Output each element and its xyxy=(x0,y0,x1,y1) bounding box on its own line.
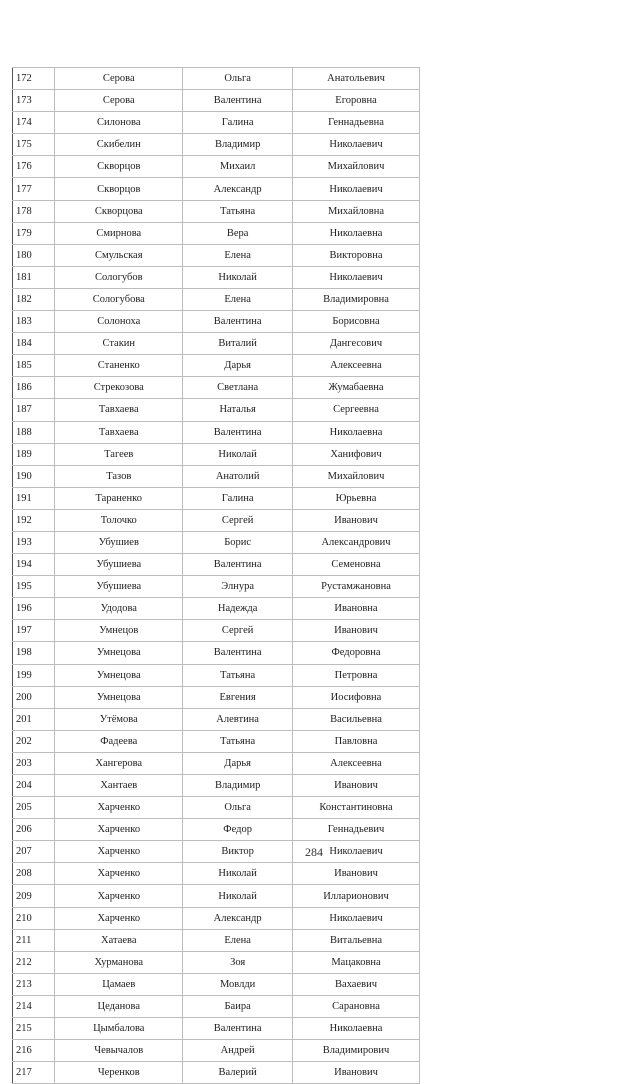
name-list-table xyxy=(12,67,420,1084)
last-name-cell: Фадеева xyxy=(55,730,183,752)
patronymic-cell: Николаевич xyxy=(293,134,420,156)
patronymic-cell: Иванович xyxy=(293,775,420,797)
last-name-cell: Скворцова xyxy=(55,200,183,222)
first-name-cell: Элнура xyxy=(183,576,293,598)
first-name-cell: Михаил xyxy=(183,156,293,178)
last-name-cell: Умнецов xyxy=(55,620,183,642)
row-number-cell: 176 xyxy=(13,156,55,178)
table-row xyxy=(13,620,420,642)
patronymic-cell: Дангесович xyxy=(293,333,420,355)
row-number-cell: 182 xyxy=(13,288,55,310)
row-number-cell: 204 xyxy=(13,775,55,797)
last-name-cell: Харченко xyxy=(55,863,183,885)
last-name-cell: Убушиев xyxy=(55,531,183,553)
row-number-cell: 212 xyxy=(13,951,55,973)
table-row xyxy=(13,554,420,576)
row-number-cell: 173 xyxy=(13,90,55,112)
patronymic-cell: Борисовна xyxy=(293,311,420,333)
table-row xyxy=(13,68,420,90)
first-name-cell: Борис xyxy=(183,531,293,553)
table-row xyxy=(13,421,420,443)
last-name-cell: Харченко xyxy=(55,885,183,907)
patronymic-cell: Михайлович xyxy=(293,465,420,487)
row-number-cell: 192 xyxy=(13,509,55,531)
row-number-cell: 207 xyxy=(13,841,55,863)
patronymic-cell: Сергеевна xyxy=(293,399,420,421)
patronymic-cell: Витальевна xyxy=(293,929,420,951)
row-number-cell: 215 xyxy=(13,1018,55,1040)
first-name-cell: Мовлди xyxy=(183,973,293,995)
patronymic-cell: Геннадьевич xyxy=(293,819,420,841)
first-name-cell: Александр xyxy=(183,178,293,200)
table-row xyxy=(13,973,420,995)
patronymic-cell: Николаевна xyxy=(293,1018,420,1040)
table-row xyxy=(13,377,420,399)
row-number-cell: 183 xyxy=(13,311,55,333)
row-number-cell: 190 xyxy=(13,465,55,487)
patronymic-cell: Павловна xyxy=(293,730,420,752)
table-row xyxy=(13,686,420,708)
first-name-cell: Ольга xyxy=(183,68,293,90)
patronymic-cell: Николаевна xyxy=(293,421,420,443)
first-name-cell: Татьяна xyxy=(183,730,293,752)
first-name-cell: Татьяна xyxy=(183,200,293,222)
row-number-cell: 211 xyxy=(13,929,55,951)
table-row xyxy=(13,90,420,112)
patronymic-cell: Анатольевич xyxy=(293,68,420,90)
last-name-cell: Цымбалова xyxy=(55,1018,183,1040)
patronymic-cell: Рустамжановна xyxy=(293,576,420,598)
last-name-cell: Хантаев xyxy=(55,775,183,797)
table-row xyxy=(13,112,420,134)
table-row xyxy=(13,134,420,156)
patronymic-cell: Семеновна xyxy=(293,554,420,576)
last-name-cell: Хурманова xyxy=(55,951,183,973)
last-name-cell: Тавхаева xyxy=(55,399,183,421)
patronymic-cell: Иосифовна xyxy=(293,686,420,708)
patronymic-cell: Иванович xyxy=(293,1062,420,1084)
table-row xyxy=(13,1018,420,1040)
first-name-cell: Валентина xyxy=(183,1018,293,1040)
first-name-cell: Вера xyxy=(183,222,293,244)
first-name-cell: Елена xyxy=(183,288,293,310)
table-row xyxy=(13,664,420,686)
table-row xyxy=(13,730,420,752)
last-name-cell: Тараненко xyxy=(55,487,183,509)
table-row xyxy=(13,951,420,973)
table-row xyxy=(13,775,420,797)
patronymic-cell: Николаевич xyxy=(293,841,420,863)
row-number-cell: 216 xyxy=(13,1040,55,1062)
table-row xyxy=(13,929,420,951)
last-name-cell: Чевычалов xyxy=(55,1040,183,1062)
row-number-cell: 178 xyxy=(13,200,55,222)
row-number-cell: 184 xyxy=(13,333,55,355)
first-name-cell: Ольга xyxy=(183,797,293,819)
table-row xyxy=(13,178,420,200)
row-number-cell: 175 xyxy=(13,134,55,156)
table-row xyxy=(13,311,420,333)
first-name-cell: Николай xyxy=(183,266,293,288)
row-number-cell: 197 xyxy=(13,620,55,642)
table-row xyxy=(13,465,420,487)
row-number-cell: 206 xyxy=(13,819,55,841)
first-name-cell: Федор xyxy=(183,819,293,841)
table-row xyxy=(13,841,420,863)
patronymic-cell: Викторовна xyxy=(293,244,420,266)
first-name-cell: Надежда xyxy=(183,598,293,620)
table-row xyxy=(13,995,420,1017)
row-number-cell: 199 xyxy=(13,664,55,686)
page-number: 284 xyxy=(305,845,323,859)
row-number-cell: 205 xyxy=(13,797,55,819)
last-name-cell: Черенков xyxy=(55,1062,183,1084)
row-number-cell: 193 xyxy=(13,531,55,553)
first-name-cell: Анатолий xyxy=(183,465,293,487)
table-row xyxy=(13,708,420,730)
first-name-cell: Зоя xyxy=(183,951,293,973)
patronymic-cell: Владимирович xyxy=(293,1040,420,1062)
first-name-cell: Галина xyxy=(183,112,293,134)
row-number-cell: 189 xyxy=(13,443,55,465)
last-name-cell: Скибелин xyxy=(55,134,183,156)
first-name-cell: Светлана xyxy=(183,377,293,399)
row-number-cell: 180 xyxy=(13,244,55,266)
row-number-cell: 181 xyxy=(13,266,55,288)
row-number-cell: 198 xyxy=(13,642,55,664)
table-row xyxy=(13,244,420,266)
table-row xyxy=(13,156,420,178)
table-row xyxy=(13,399,420,421)
patronymic-cell: Иванович xyxy=(293,620,420,642)
last-name-cell: Харченко xyxy=(55,907,183,929)
patronymic-cell: Константиновна xyxy=(293,797,420,819)
row-number-cell: 196 xyxy=(13,598,55,620)
table-body xyxy=(13,68,420,1084)
first-name-cell: Елена xyxy=(183,244,293,266)
patronymic-cell: Васильевна xyxy=(293,708,420,730)
table-row xyxy=(13,531,420,553)
last-name-cell: Убушиева xyxy=(55,554,183,576)
table-row xyxy=(13,576,420,598)
last-name-cell: Серова xyxy=(55,68,183,90)
table-row xyxy=(13,333,420,355)
row-number-cell: 217 xyxy=(13,1062,55,1084)
row-number-cell: 179 xyxy=(13,222,55,244)
first-name-cell: Валерий xyxy=(183,1062,293,1084)
patronymic-cell: Михайлович xyxy=(293,156,420,178)
patronymic-cell: Николаевич xyxy=(293,178,420,200)
first-name-cell: Андрей xyxy=(183,1040,293,1062)
patronymic-cell: Николаевна xyxy=(293,222,420,244)
row-number-cell: 177 xyxy=(13,178,55,200)
patronymic-cell: Алексеевна xyxy=(293,355,420,377)
table-row xyxy=(13,509,420,531)
patronymic-cell: Егоровна xyxy=(293,90,420,112)
last-name-cell: Харченко xyxy=(55,819,183,841)
last-name-cell: Убушиева xyxy=(55,576,183,598)
row-number-cell: 172 xyxy=(13,68,55,90)
table-row xyxy=(13,200,420,222)
last-name-cell: Стакин xyxy=(55,333,183,355)
patronymic-cell: Михайловна xyxy=(293,200,420,222)
last-name-cell: Харченко xyxy=(55,841,183,863)
last-name-cell: Толочко xyxy=(55,509,183,531)
last-name-cell: Серова xyxy=(55,90,183,112)
first-name-cell: Алевтина xyxy=(183,708,293,730)
patronymic-cell: Ивановна xyxy=(293,598,420,620)
patronymic-cell: Иванович xyxy=(293,863,420,885)
patronymic-cell: Александрович xyxy=(293,531,420,553)
last-name-cell: Станенко xyxy=(55,355,183,377)
first-name-cell: Николай xyxy=(183,443,293,465)
last-name-cell: Смульская xyxy=(55,244,183,266)
table-row xyxy=(13,797,420,819)
last-name-cell: Утёмова xyxy=(55,708,183,730)
row-number-cell: 203 xyxy=(13,752,55,774)
patronymic-cell: Николаевич xyxy=(293,266,420,288)
patronymic-cell: Жумабаевна xyxy=(293,377,420,399)
last-name-cell: Тазов xyxy=(55,465,183,487)
row-number-cell: 174 xyxy=(13,112,55,134)
first-name-cell: Виктор xyxy=(183,841,293,863)
row-number-cell: 187 xyxy=(13,399,55,421)
first-name-cell: Елена xyxy=(183,929,293,951)
patronymic-cell: Мацаковна xyxy=(293,951,420,973)
row-number-cell: 209 xyxy=(13,885,55,907)
last-name-cell: Сологубов xyxy=(55,266,183,288)
row-number-cell: 208 xyxy=(13,863,55,885)
first-name-cell: Сергей xyxy=(183,509,293,531)
patronymic-cell: Ханифович xyxy=(293,443,420,465)
row-number-cell: 210 xyxy=(13,907,55,929)
patronymic-cell: Вахаевич xyxy=(293,973,420,995)
last-name-cell: Сологубова xyxy=(55,288,183,310)
table-row xyxy=(13,1062,420,1084)
patronymic-cell: Юрьевна xyxy=(293,487,420,509)
first-name-cell: Наталья xyxy=(183,399,293,421)
table-row xyxy=(13,1040,420,1062)
table-row xyxy=(13,885,420,907)
last-name-cell: Умнецова xyxy=(55,686,183,708)
last-name-cell: Харченко xyxy=(55,797,183,819)
last-name-cell: Умнецова xyxy=(55,664,183,686)
first-name-cell: Владимир xyxy=(183,775,293,797)
first-name-cell: Татьяна xyxy=(183,664,293,686)
last-name-cell: Тагеев xyxy=(55,443,183,465)
last-name-cell: Скворцов xyxy=(55,178,183,200)
first-name-cell: Дарья xyxy=(183,752,293,774)
table-row xyxy=(13,863,420,885)
patronymic-cell: Илларионович xyxy=(293,885,420,907)
row-number-cell: 201 xyxy=(13,708,55,730)
patronymic-cell: Геннадьевна xyxy=(293,112,420,134)
row-number-cell: 214 xyxy=(13,995,55,1017)
row-number-cell: 213 xyxy=(13,973,55,995)
patronymic-cell: Федоровна xyxy=(293,642,420,664)
patronymic-cell: Сарановна xyxy=(293,995,420,1017)
table-row xyxy=(13,222,420,244)
first-name-cell: Виталий xyxy=(183,333,293,355)
patronymic-cell: Николаевич xyxy=(293,907,420,929)
first-name-cell: Галина xyxy=(183,487,293,509)
table-row xyxy=(13,487,420,509)
first-name-cell: Валентина xyxy=(183,90,293,112)
table-row xyxy=(13,598,420,620)
patronymic-cell: Алексеевна xyxy=(293,752,420,774)
first-name-cell: Валентина xyxy=(183,311,293,333)
row-number-cell: 191 xyxy=(13,487,55,509)
first-name-cell: Сергей xyxy=(183,620,293,642)
row-number-cell: 202 xyxy=(13,730,55,752)
table-row xyxy=(13,642,420,664)
table-row xyxy=(13,288,420,310)
row-number-cell: 195 xyxy=(13,576,55,598)
first-name-cell: Николай xyxy=(183,885,293,907)
first-name-cell: Валентина xyxy=(183,421,293,443)
row-number-cell: 194 xyxy=(13,554,55,576)
table-row xyxy=(13,443,420,465)
last-name-cell: Удодова xyxy=(55,598,183,620)
first-name-cell: Валентина xyxy=(183,642,293,664)
last-name-cell: Цамаев xyxy=(55,973,183,995)
table-row xyxy=(13,907,420,929)
first-name-cell: Николай xyxy=(183,863,293,885)
table-row xyxy=(13,752,420,774)
row-number-cell: 186 xyxy=(13,377,55,399)
row-number-cell: 200 xyxy=(13,686,55,708)
last-name-cell: Солоноха xyxy=(55,311,183,333)
first-name-cell: Валентина xyxy=(183,554,293,576)
patronymic-cell: Владимировна xyxy=(293,288,420,310)
first-name-cell: Баира xyxy=(183,995,293,1017)
first-name-cell: Владимир xyxy=(183,134,293,156)
first-name-cell: Евгения xyxy=(183,686,293,708)
last-name-cell: Стрекозова xyxy=(55,377,183,399)
patronymic-cell: Петровна xyxy=(293,664,420,686)
last-name-cell: Смирнова xyxy=(55,222,183,244)
table-row xyxy=(13,266,420,288)
table-row xyxy=(13,819,420,841)
last-name-cell: Хатаева xyxy=(55,929,183,951)
last-name-cell: Тавхаева xyxy=(55,421,183,443)
patronymic-cell: Иванович xyxy=(293,509,420,531)
last-name-cell: Умнецова xyxy=(55,642,183,664)
row-number-cell: 188 xyxy=(13,421,55,443)
last-name-cell: Силонова xyxy=(55,112,183,134)
row-number-cell: 185 xyxy=(13,355,55,377)
first-name-cell: Александр xyxy=(183,907,293,929)
last-name-cell: Хангерова xyxy=(55,752,183,774)
first-name-cell: Дарья xyxy=(183,355,293,377)
last-name-cell: Скворцов xyxy=(55,156,183,178)
last-name-cell: Цеданова xyxy=(55,995,183,1017)
table-row xyxy=(13,355,420,377)
